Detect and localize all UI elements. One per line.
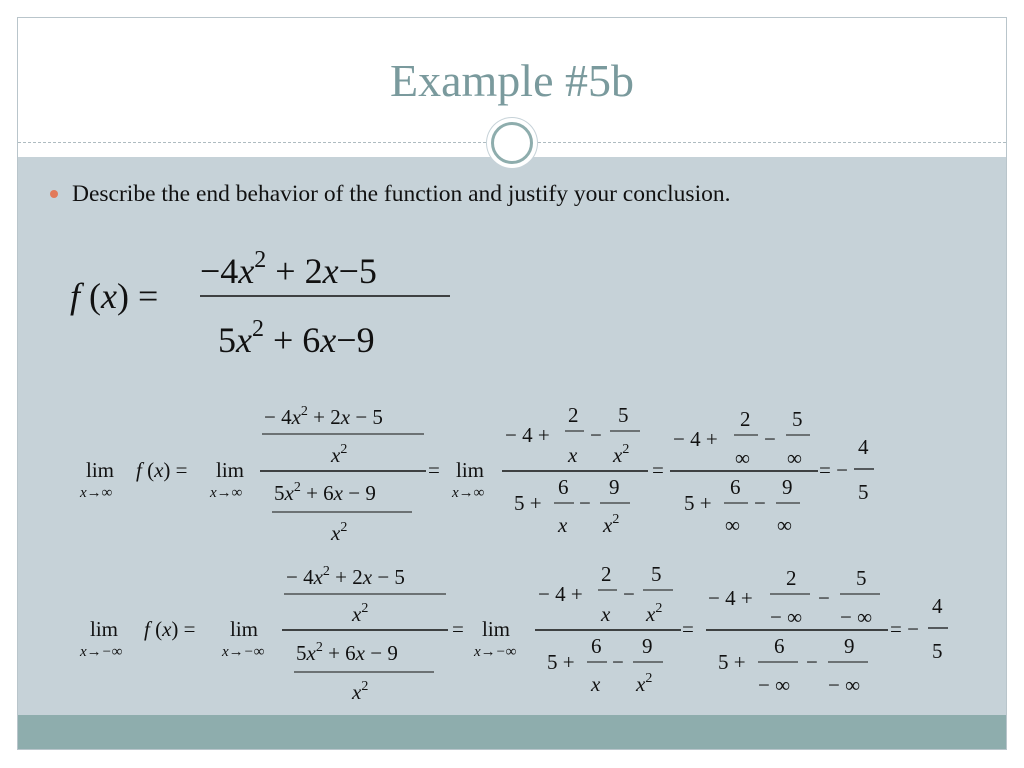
small-fraction: $x^2$ — [646, 601, 663, 626]
small-fraction: − ∞ — [770, 605, 803, 629]
function-numerator: $-4x^2 + 2x-5$ — [200, 247, 377, 291]
limit-negative-infinity — [79, 562, 948, 704]
small-fraction: 6 — [558, 475, 569, 499]
lim-subscript: x→−∞ — [222, 644, 265, 660]
small-fraction: 2 — [786, 566, 797, 590]
equals-sign: = — [652, 458, 664, 482]
minus-sign: − — [579, 491, 591, 515]
lim-subscript: x→∞ — [80, 485, 113, 501]
minus-sign: − — [590, 423, 602, 447]
term-numerator: − 4 + — [708, 586, 753, 610]
term-numerator: − 4 + — [505, 423, 550, 447]
small-fraction: 9 — [642, 634, 653, 658]
small-fraction: 5 — [856, 566, 867, 590]
term-numerator: − $4x^2 + 2x - 5$ — [286, 564, 405, 589]
term-divisor: $x^2$ — [331, 442, 348, 467]
small-fraction: 5 — [792, 407, 803, 431]
small-fraction: x — [558, 513, 568, 537]
small-fraction: − ∞ — [758, 673, 791, 697]
term-denominator: 5 + — [547, 650, 575, 674]
term-divisor: $x^2$ — [331, 520, 348, 545]
term-denominator: $5x^2 + 6x - 9$ — [274, 480, 376, 505]
slide — [17, 17, 1007, 750]
lim-subscript: x→∞ — [210, 485, 243, 501]
result-numerator: 4 — [932, 594, 943, 618]
function-denominator: $5x^2 + 6x-9$ — [218, 316, 375, 360]
small-fraction: ∞ — [787, 446, 802, 470]
term-denominator: 5 + — [684, 491, 712, 515]
small-fraction: $x^2$ — [603, 512, 620, 537]
small-fraction: 5 — [618, 403, 629, 427]
equals-sign: = — [682, 617, 694, 641]
term-numerator: − $4x^2 + 2x - 5$ — [264, 404, 383, 429]
lim-label: lim — [230, 617, 259, 641]
limit-positive-infinity — [79, 403, 874, 545]
term-denominator: 5 + — [514, 491, 542, 515]
small-fraction: 2 — [568, 403, 579, 427]
lim-label: lim — [216, 458, 245, 482]
small-fraction: 2 — [601, 562, 612, 586]
result-denominator: 5 — [858, 480, 869, 504]
small-fraction: ∞ — [725, 513, 740, 537]
term-denominator: $5x^2 + 6x - 9$ — [296, 640, 398, 665]
function-definition — [70, 247, 450, 360]
minus-sign: − — [612, 650, 624, 674]
minus-sign: − — [818, 586, 830, 610]
term-numerator: − 4 + — [673, 427, 718, 451]
result-prefix: = − — [890, 617, 919, 641]
lim-label: lim — [86, 458, 115, 482]
minus-sign: − — [623, 582, 635, 606]
small-fraction: ∞ — [735, 446, 750, 470]
result-denominator: 5 — [932, 639, 943, 663]
lim-fx: f (x) = — [136, 458, 188, 482]
small-fraction: 9 — [609, 475, 620, 499]
result-prefix: = − — [819, 458, 848, 482]
small-fraction: 6 — [591, 634, 602, 658]
small-fraction: x — [591, 672, 601, 696]
small-fraction: − ∞ — [840, 605, 873, 629]
lim-subscript: x→∞ — [452, 485, 485, 501]
lim-subscript: x→−∞ — [474, 644, 517, 660]
term-divisor: $x^2$ — [352, 601, 369, 626]
equals-sign: = — [428, 458, 440, 482]
lim-fx: f (x) = — [144, 617, 196, 641]
function-lhs: f (x) = — [70, 276, 159, 316]
small-fraction: − ∞ — [828, 673, 861, 697]
equals-sign: = — [452, 617, 464, 641]
term-numerator: − 4 + — [538, 582, 583, 606]
minus-sign: − — [754, 491, 766, 515]
term-denominator: 5 + — [718, 650, 746, 674]
math-content — [18, 18, 1007, 750]
term-divisor: $x^2$ — [352, 679, 369, 704]
bullet-text: Describe the end behavior of the function and justify your conclusion. — [72, 181, 731, 207]
minus-sign: − — [806, 650, 818, 674]
small-fraction: 6 — [774, 634, 785, 658]
small-fraction: 9 — [782, 475, 793, 499]
small-fraction: 5 — [651, 562, 662, 586]
small-fraction: 9 — [844, 634, 855, 658]
lim-subscript: x→−∞ — [80, 644, 123, 660]
small-fraction: $x^2$ — [613, 442, 630, 467]
small-fraction: ∞ — [777, 513, 792, 537]
small-fraction: x — [568, 443, 578, 467]
lim-label: lim — [90, 617, 119, 641]
lim-label: lim — [456, 458, 485, 482]
lim-label: lim — [482, 617, 511, 641]
small-fraction: 6 — [730, 475, 741, 499]
slide-title: Example #5b — [390, 55, 634, 106]
result-numerator: 4 — [858, 435, 869, 459]
small-fraction: 2 — [740, 407, 751, 431]
small-fraction: $x^2$ — [636, 671, 653, 696]
minus-sign: − — [764, 427, 776, 451]
small-fraction: x — [601, 602, 611, 626]
